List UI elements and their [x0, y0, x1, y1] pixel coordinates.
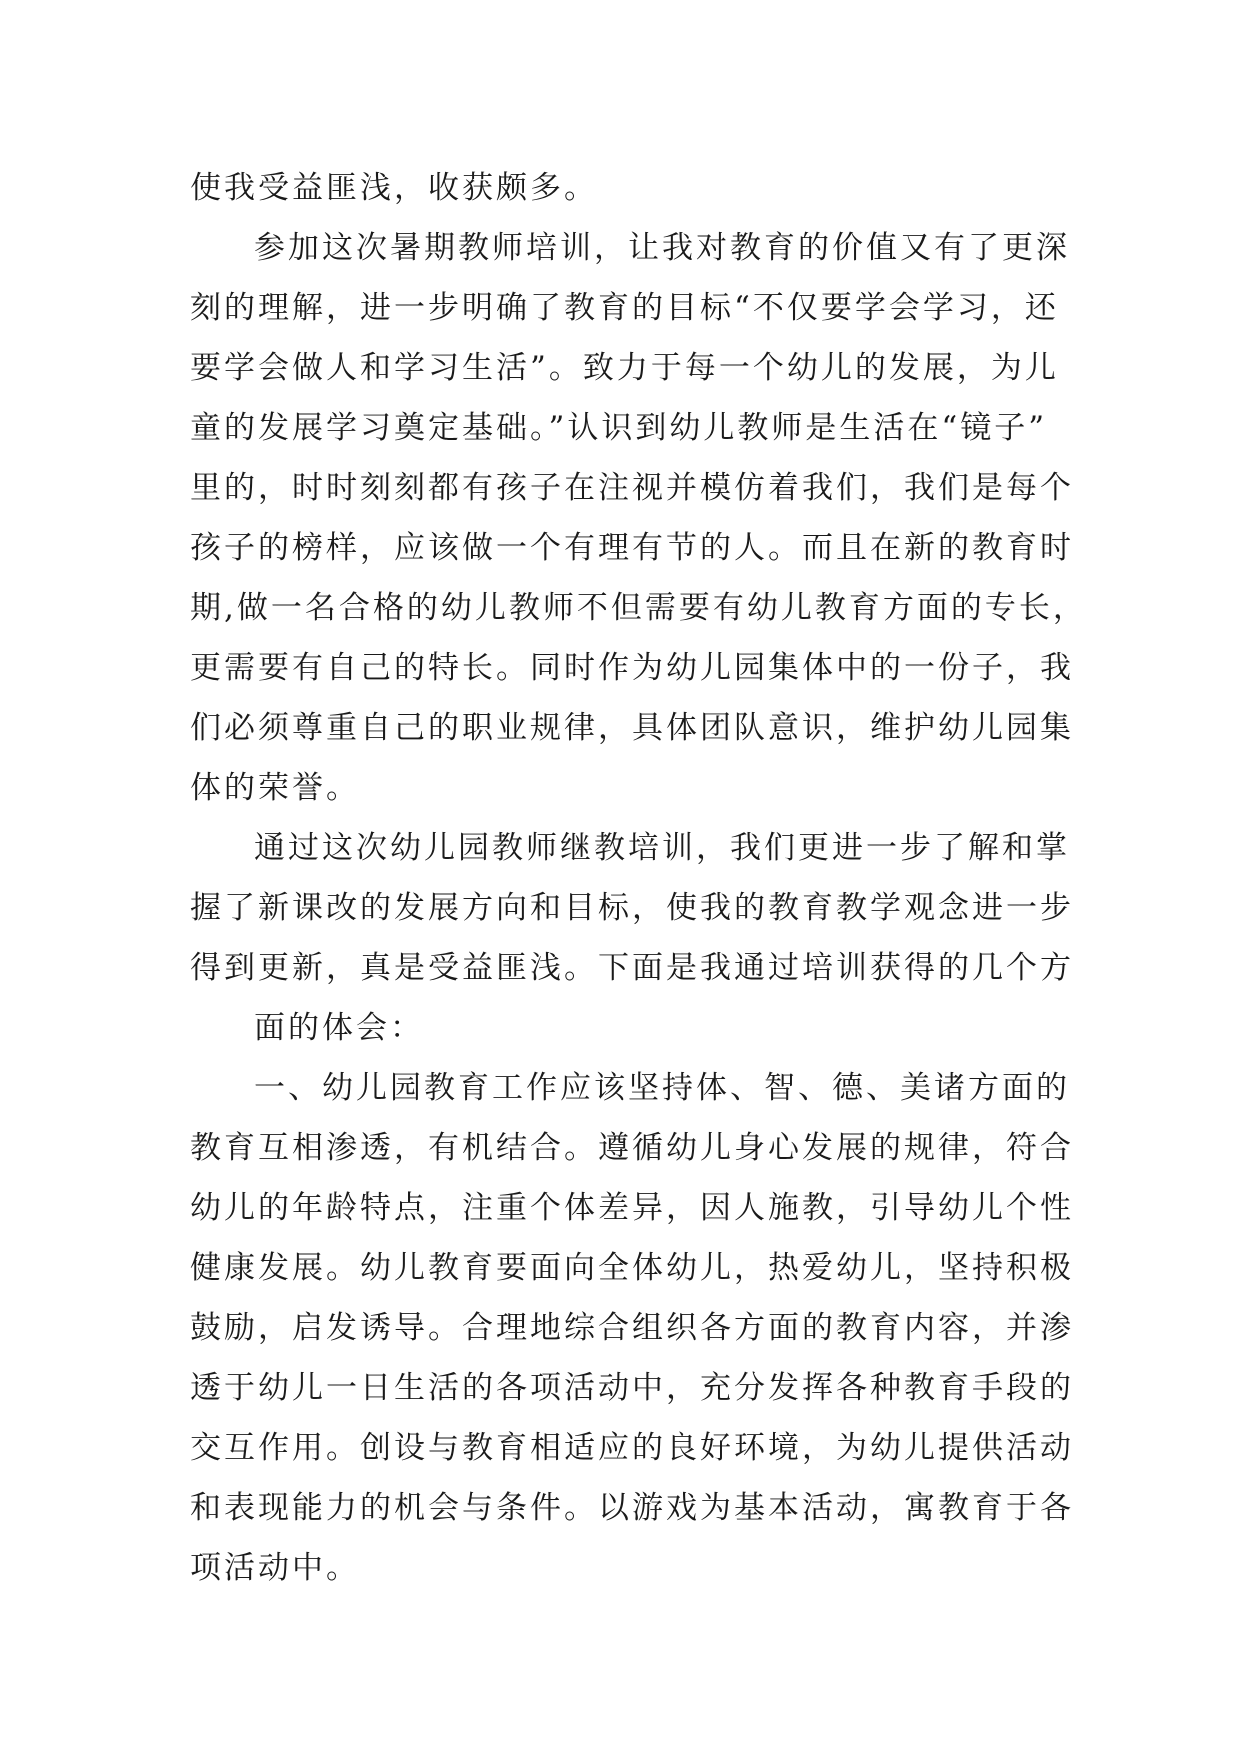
text-line: 交互作用。创设与教育相适应的良好环境，为幼儿提供活动: [190, 1430, 1074, 1466]
text-line: 要学会做人和学习生活”。致力于每一个幼儿的发展，为儿: [190, 350, 1059, 386]
paragraph-start-line: 一、幼儿园教育工作应该坚持体、智、德、美诸方面的: [254, 1070, 1070, 1106]
text-line: 刻的理解，进一步明确了教育的目标“不仅要学会学习，还: [190, 290, 1059, 326]
text-line: 孩子的榜样，应该做一个有理有节的人。而且在新的教育时: [190, 530, 1074, 566]
paragraph-start-line: 通过这次幼儿园教师继教培训，我们更进一步了解和掌: [254, 830, 1070, 866]
text-line: 童的发展学习奠定基础。”认识到幼儿教师是生活在“镜子”: [190, 410, 1048, 446]
text-line: 鼓励，启发诱导。合理地综合组织各方面的教育内容，并渗: [190, 1310, 1074, 1346]
text-line: 里的，时时刻刻都有孩子在注视并模仿着我们，我们是每个: [190, 470, 1074, 506]
text-line: 和表现能力的机会与条件。以游戏为基本活动，寓教育于各: [190, 1490, 1074, 1526]
text-line: 教育互相渗透，有机结合。遵循幼儿身心发展的规律，符合: [190, 1130, 1074, 1166]
text-line: 幼儿的年龄特点，注重个体差异，因人施教，引导幼儿个性: [190, 1190, 1074, 1226]
body-text: [190, 158, 1087, 1598]
text-line: 透于幼儿一日生活的各项活动中，充分发挥各种教育手段的: [190, 1370, 1074, 1406]
text-line: 期,做一名合格的幼儿教师不但需要有幼儿教育方面的专长，: [190, 590, 1087, 626]
paragraph-start-line: 参加这次暑期教师培训，让我对教育的价值又有了更深: [254, 230, 1070, 266]
text-line: 使我受益匪浅，收获颇多。: [190, 170, 598, 206]
text-line: 面的体会：: [254, 1010, 424, 1046]
text-line: 健康发展。幼儿教育要面向全体幼儿，热爱幼儿，坚持积极: [190, 1250, 1074, 1286]
text-line: 握了新课改的发展方向和目标，使我的教育教学观念进一步: [190, 890, 1074, 926]
text-line: 们必须尊重自己的职业规律，具体团队意识，维护幼儿园集: [190, 710, 1074, 746]
text-line: 体的荣誉。: [190, 770, 360, 806]
text-line: 更需要有自己的特长。同时作为幼儿园集体中的一份子，我: [190, 650, 1074, 686]
text-line: 项活动中。: [190, 1550, 360, 1586]
text-line: 得到更新，真是受益匪浅。下面是我通过培训获得的几个方: [190, 950, 1074, 986]
